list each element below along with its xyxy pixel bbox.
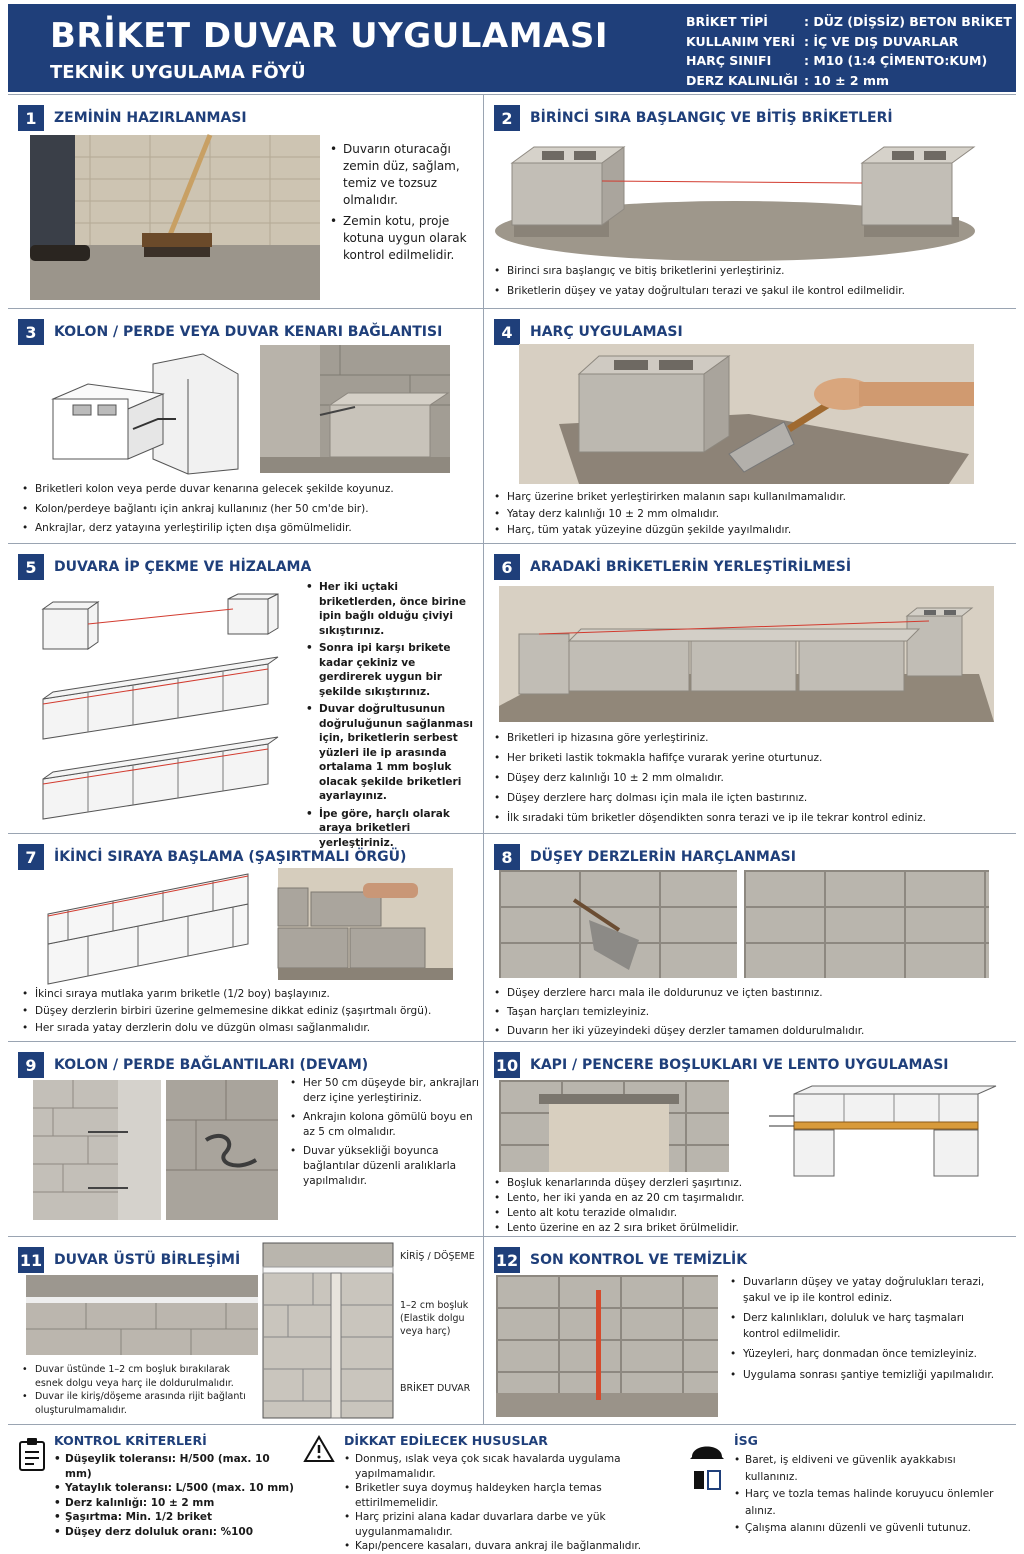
bullet: • Her sırada yatay derzlerin dolu ve düzgün olması sağlanmalıdır. [22,1020,472,1037]
anchor-closeup-illustration [166,1080,278,1220]
section-6-bullets [494,728,1004,828]
section-number: 11 [18,1247,44,1273]
section-11-bullets [22,1363,252,1417]
column-anchor-drawing [33,1080,161,1220]
section-6 [484,543,1016,833]
bullet: • Duvar yüksekliği boyunca bağlantılar düzenli aralıklarla yapılmalıdır. [290,1144,480,1189]
second-course-photo [278,868,453,980]
section-5-bullets [306,580,478,853]
section-7 [8,833,483,1041]
bullet: • Sonra ipi karşı brikete kadar çekiniz ve gerdirerek uygun bir şekilde sıkıştırınız. [306,641,478,699]
caution-item: • Harç prizini alana kadar duvarlara darbe ve yük uygulanmamalıdır. [344,1510,684,1539]
bullet: • İlk sıradaki tüm briketler döşendikten sonra terazi ve ip ile tekrar kontrol ediniz. [494,808,1004,828]
bullet: • Her iki uçtaki briketlerden, önce birine ipin bağlı olduğu çiviyi sıkıştırınız. [306,580,478,638]
section-10-bullets [494,1176,1004,1236]
opening-illustration [499,1080,729,1172]
wall-top-section-drawing [263,1243,393,1418]
caution-item: • Briketler suya doymuş haldeyken harçla temas ettirilmemelidir. [344,1481,684,1510]
section-11 [8,1236,483,1424]
staggered-bond-illustration [48,874,258,984]
spec-key: KULLANIM YERİ [686,33,795,49]
bullet: • Duvar doğrultusunun doğruluğunun sağlanması için, briketlerin serbest yüzleri ile ip arasında ortalama 1 mm boşluk olacak şekilde briketleri ayarlayınız. [306,702,478,804]
bullet: • Düşey derzlere harcı mala ile doldurunuz ve içten bastırınız. [494,984,1004,1003]
caution-title: DİKKAT EDİLECEK HUSUSLAR [344,1433,548,1448]
section-header [494,105,893,131]
section-9 [8,1041,483,1236]
page-title: BRİKET DUVAR UYGULAMASI [50,16,609,56]
control-item: • Şaşırtma: Min. 1/2 briket [54,1510,298,1525]
column-connection-drawing [48,349,248,474]
gap-label: 1–2 cm boşluk (Elastik dolgu veya harç) [400,1300,469,1337]
bullet: • Lento üzerine en az 2 sıra briket örülmelidir. [494,1221,1004,1236]
section-4-bullets [494,489,994,539]
section-9-bullets [290,1076,480,1189]
section-8-bullets [494,984,1004,1041]
section-title: SON KONTROL VE TEMİZLİK [530,1252,748,1268]
section-7-bullets [22,986,472,1037]
section-title: KOLON / PERDE BAĞLANTILARI (DEVAM) [54,1057,369,1073]
final-check-illustration [496,1275,718,1417]
bullet: • Zemin kotu, proje kotuna uygun olarak kontrol edilmelidir. [330,213,470,264]
header-banner [8,4,1016,92]
section-number: 2 [494,105,520,131]
vertical-joint-photo-right [744,870,989,978]
section-10 [484,1041,1016,1236]
safety-item: • Harç ve tozla temas halinde koruyucu önlemler alınız. [734,1486,1008,1520]
section-number: 4 [494,319,520,345]
spec-key: BRİKET TİPİ [686,14,768,29]
section-2-bullets [494,261,994,301]
section-title: HARÇ UYGULAMASI [530,324,683,340]
section-12-bullets [730,1275,1000,1383]
section-title: KAPI / PENCERE BOŞLUKLARI VE LENTO UYGULAMASI [530,1057,949,1073]
footer [8,1424,1016,1552]
wall-top-section-illustration [263,1243,393,1418]
bullet: • Yüzeyleri, harç donmadan önce temizleyiniz. [730,1347,1000,1363]
bullet: • Kolon/perdeye bağlantı için ankraj kullanınız (her 50 cm'de bir). [22,500,472,520]
bullet: • Duvarların düşey ve yatay doğrulukları terazi, şakul ve ip ile kontrol ediniz. [730,1275,1000,1306]
first-course-photo [499,586,994,722]
bullet: • Derz kalınlıkları, doluluk ve harç taşmaları kontrol edilmelidir. [730,1311,1000,1342]
section-header [18,554,311,580]
bullet: • Taşan harçları temizleyiniz. [494,1003,1004,1022]
floor-sweeping-photo [30,135,320,300]
spec-key: DERZ KALINLIĞI [686,72,798,88]
section-3-bullets [22,480,472,539]
column-connection-illustration [48,349,248,474]
final-check-photo [496,1275,718,1417]
spec-value: : DÜZ (DİŞSİZ) BETON BRİKET [804,14,1012,29]
section-12 [484,1236,1016,1424]
clipboard-icon [18,1437,46,1471]
caution-item: • Donmuş, ıslak veya çok sıcak havalarda uygulama yapılmamalıdır. [344,1452,684,1481]
wall-top-illustration [26,1275,258,1355]
wall-top-photo [26,1275,258,1355]
section-1-bullets [330,141,470,264]
bullet: • Duvarın her iki yüzeyindeki düşey derzler tamamen doldurulmalıdır. [494,1022,1004,1041]
bullet: • Harç üzerine briket yerleştirirken malanın sapı kullanılmamalıdır. [494,489,994,506]
section-number: 3 [18,319,44,345]
spec-table [686,12,1012,90]
spec-row [686,71,1012,91]
bullet: • Boşluk kenarlarında düşey derzleri şaşırtınız. [494,1176,1004,1191]
trowel-illustration [499,870,737,978]
section-title: ZEMİNİN HAZIRLANMASI [54,110,247,126]
safety-notes [688,1433,1008,1537]
bullet: • Uygulama sonrası şantiye temizliği yapılmalıdır. [730,1368,1000,1384]
section-8 [484,833,1016,1041]
wall-label: BRİKET DUVAR [400,1383,471,1394]
safety-item: • Baret, iş eldiveni ve güvenlik ayakkabısı kullanınız. [734,1452,1008,1486]
section-number: 5 [18,554,44,580]
section-header [494,319,683,345]
bullet: • Harç, tüm yatak yüzeyine düzgün şekilde yayılmalıdır. [494,522,994,539]
spec-row [686,32,1012,52]
section-2 [484,94,1016,308]
bullet: • Her 50 cm düşeyde bir, ankrajları derz içine yerleştiriniz. [290,1076,480,1106]
lintel-drawing [764,1086,996,1178]
section-title: BİRİNCİ SIRA BAŞLANGIÇ VE BİTİŞ BRİKETLERİ [530,110,893,126]
section-title: DUVAR ÜSTÜ BİRLEŞİMİ [54,1252,241,1268]
second-course-illustration [278,868,453,980]
bullet: • Düşey derzlere harç dolması için mala ile içten bastırınız. [494,788,1004,808]
bullet: • Duvar üstünde 1–2 cm boşluk bırakılarak esnek dolgu veya harç ile doldurulmalıdır. [22,1363,252,1390]
vertical-joint-photo-left [499,870,737,978]
bullet: • Duvarın oturacağı zemin düz, sağlam, temiz ve tozsuz olmalıdır. [330,141,470,209]
bullet: • Düşey derz kalınlığı 10 ± 2 mm olmalıdır. [494,768,1004,788]
control-item: • Yataylık toleransı: L/500 (max. 10 mm) [54,1481,298,1496]
corner-blocks-photo [494,135,976,255]
section-number: 1 [18,105,44,131]
section-number: 9 [18,1052,44,1078]
control-criteria [18,1433,298,1539]
section-title: İKİNCİ SIRAYA BAŞLAMA (ŞAŞIRTMALI ÖRGÜ) [54,849,407,865]
section-1 [8,94,483,308]
section-header [18,1052,368,1078]
section-number: 10 [494,1052,520,1078]
section-title: DÜŞEY DERZLERİN HARÇLANMASI [530,849,796,865]
section-5 [8,543,483,849]
safety-item: • Çalışma alanını düzenli ve güvenli tutunuz. [734,1520,1008,1537]
bullet: • Lento, her iki yanda en az 20 cm taşırmalıdır. [494,1191,1004,1206]
bullet: • İpe göre, harçlı olarak araya briketleri yerleştiriniz. [306,807,478,851]
opening-photo [499,1080,729,1172]
bullet: • Ankrajlar, derz yatayına yerleştirilip içten dışa gömülmelidir. [22,519,472,539]
section-number: 12 [494,1247,520,1273]
section-4 [484,308,1016,543]
section-title: KOLON / PERDE VEYA DUVAR KENARI BAĞLANTISI [54,324,443,340]
section-header [18,105,247,131]
safety-title: İSG [734,1433,758,1448]
spec-row [686,12,1012,32]
control-title: KONTROL KRİTERLERİ [54,1433,207,1448]
section-number: 8 [494,844,520,870]
bullet: • Her briketi lastik tokmakla hafifçe vurarak yerine oturtunuz. [494,748,1004,768]
staggered-bond-drawing [48,874,258,984]
section-header [494,1247,747,1273]
floor-sweeping-illustration [30,135,320,300]
spec-value: : 10 ± 2 mm [804,72,890,88]
caution-list [344,1452,684,1554]
section-number: 7 [18,844,44,870]
caution-notes [304,1433,684,1554]
string-line-illustration [38,594,288,819]
section-header [18,1247,240,1273]
string-line-drawing [38,594,288,819]
column-anchor-illustration [33,1080,161,1220]
section-title: ARADAKİ BRİKETLERİN YERLEŞTİRİLMESİ [530,559,852,575]
bullet: • Birinci sıra başlangıç ve bitiş briketlerini yerleştiriniz. [494,261,994,281]
warning-icon [304,1435,334,1463]
section-header [494,844,796,870]
safety-list [734,1452,1008,1537]
section-header [18,319,442,345]
section-title: DUVARA İP ÇEKME VE HİZALAMA [54,559,312,575]
mortar-application-photo [519,344,974,484]
beam-label: KİRİŞ / DÖŞEME [400,1251,475,1262]
corner-blocks-illustration [494,135,976,255]
control-item: • Düşeylik toleransı: H/500 (max. 10 mm) [54,1452,298,1481]
bullet: • İkinci sıraya mutlaka yarım briketle (1/2 boy) başlayınız. [22,986,472,1003]
bullet: • Briketleri ip hizasına göre yerleştiriniz. [494,728,1004,748]
bullet: • Briketleri kolon veya perde duvar kenarına gelecek şekilde koyunuz. [22,480,472,500]
safety-gear-icon [688,1437,728,1497]
control-list [54,1452,298,1539]
bullet: • Lento alt kotu terazide olmalıdır. [494,1206,1004,1221]
spec-row [686,51,1012,71]
section-number: 6 [494,554,520,580]
bullet: • Düşey derzlerin birbiri üzerine gelmemesine dikkat ediniz (şaşırtmalı örgü). [22,1003,472,1020]
bullet: • Briketlerin düşey ve yatay doğrultuları terazi ve şakul ile kontrol edilmelidir. [494,281,994,301]
anchor-closeup-photo [166,1080,278,1220]
page-subtitle: TEKNİK UYGULAMA FÖYÜ [50,62,306,83]
column-connection-photo-illustration [260,345,450,473]
section-header [494,554,851,580]
section-header [494,1052,949,1078]
section-header [18,844,406,870]
first-course-illustration [499,586,994,722]
control-item: • Düşey derz doluluk oranı: %100 [54,1525,298,1540]
spec-value: : İÇ VE DIŞ DUVARLAR [804,33,959,49]
bullet: • Ankrajın kolona gömülü boyu en az 5 cm olmalıdır. [290,1110,480,1140]
spec-key: HARÇ SINIFI [686,53,772,68]
lintel-illustration [764,1086,996,1178]
caution-item: • Kapı/pencere kasaları, duvara ankraj ile bağlanmalıdır. [344,1539,684,1554]
section-3 [8,308,483,543]
control-item: • Derz kalınlığı: 10 ± 2 mm [54,1496,298,1511]
column-connection-photo [260,345,450,473]
mortar-application-illustration [519,344,974,484]
bullet: • Yatay derz kalınlığı 10 ± 2 mm olmalıdır. [494,506,994,523]
bullet: • Duvar ile kiriş/döşeme arasında rijit bağlantı oluşturulmamalıdır. [22,1390,252,1417]
spec-value: : M10 (1:4 ÇİMENTO:KUM) [804,53,988,68]
